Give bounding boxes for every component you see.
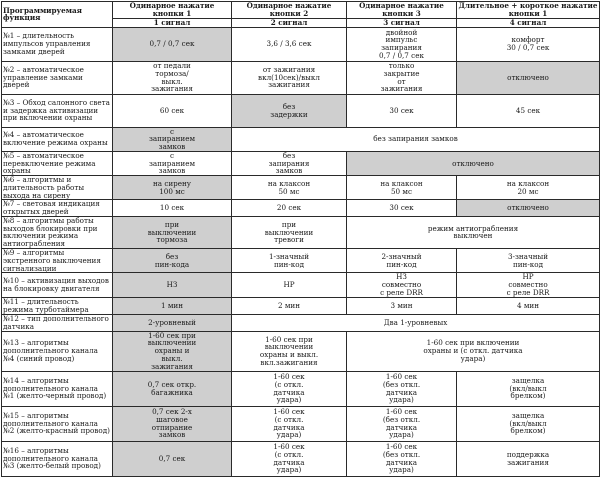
value-cell: 0,7 сек откр. багажника — [113, 371, 232, 406]
table-row — [2, 406, 600, 441]
value-cell: на клаксон 50 мс — [347, 176, 457, 200]
table-row — [2, 314, 600, 331]
value-cell: с запиранием замков — [113, 127, 232, 151]
value-cell: на клаксон 50 мс — [232, 176, 347, 200]
value-cell: 1-60 сек (без откл. датчика удара) — [347, 406, 457, 441]
table-row — [2, 273, 600, 297]
value-cell: 1-60 сек (без откл. датчика удара) — [347, 371, 457, 406]
value-cell: НР — [232, 273, 347, 297]
function-name: №4 – автоматическое включение режима охраны — [2, 127, 113, 151]
value-cell: 1-60 сек при выключении охраны и выкл. зажигания — [113, 331, 232, 371]
function-name: №7 – световая индикация открытых дверей — [2, 200, 113, 217]
value-cell: на сирену 100 мс — [113, 176, 232, 200]
value-cell-merged: отключено — [347, 151, 600, 175]
value-cell: 1-60 сек (с откл. датчика удара) — [232, 441, 347, 476]
header-signal-1: 1 сигнал — [113, 18, 232, 27]
value-cell: 4 мин — [457, 297, 600, 314]
value-cell: только закрытие от зажигания — [347, 61, 457, 94]
value-cell: 1-60 сек (с откл. датчика удара) — [232, 406, 347, 441]
value-cell-merged: Два 1-уровневых — [232, 314, 600, 331]
value-cell: 2-значный пин-код — [347, 249, 457, 273]
function-name: №6 – алгоритмы и длительность работы выхода на сирену — [2, 176, 113, 200]
function-name: №2 – автоматическое управление замками дверей — [2, 61, 113, 94]
value-cell: 30 сек — [347, 94, 457, 127]
table-row — [2, 249, 600, 273]
value-cell: двойной импульс запирания 0,7 / 0,7 сек — [347, 27, 457, 61]
value-cell: 1 мин — [113, 297, 232, 314]
table-row — [2, 151, 600, 175]
function-name: №5 – автоматическое перевключение режима охраны — [2, 151, 113, 175]
header-button-long: Длительное + короткое нажатие кнопки 1 — [457, 2, 600, 19]
table-row — [2, 127, 600, 151]
value-cell: 0,7 сек — [113, 441, 232, 476]
value-cell: комфорт 30 / 0,7 сек — [457, 27, 600, 61]
value-cell: 45 сек — [457, 94, 600, 127]
value-cell: 1-60 сек при выключении охраны и выкл. вкл.зажигания — [232, 331, 347, 371]
header-row — [2, 2, 600, 19]
value-cell: 2-уровневый — [113, 314, 232, 331]
value-cell: без запирания замков — [232, 151, 347, 175]
value-cell: 1-значный пин-код — [232, 249, 347, 273]
function-name: №10 – активизация выходов на блокировку двигателя — [2, 273, 113, 297]
value-cell: 0,7 сек 2-х шаговое отпирание замков — [113, 406, 232, 441]
header-signal-4: 4 сигнал — [457, 18, 600, 27]
header-button-3: Одинарное нажатие кнопки 3 — [347, 2, 457, 19]
value-cell: с запиранием замков — [113, 151, 232, 175]
table-row — [2, 176, 600, 200]
table-row — [2, 27, 600, 61]
value-cell-merged: 1-60 сек при включении охраны и (с откл. датчика удара) — [347, 331, 600, 371]
function-name: №14 – алгоритмы дополнительного канала №1 (желто-черный провод) — [2, 371, 113, 406]
header-signal-3: 3 сигнал — [347, 18, 457, 27]
value-cell: 30 сек — [347, 200, 457, 217]
value-cell: защелка (вкл/выкл брелком) — [457, 371, 600, 406]
table-row — [2, 61, 600, 94]
value-cell: отключено — [457, 61, 600, 94]
table-row — [2, 94, 600, 127]
header-button-1: Одинарное нажатие кнопки 1 — [113, 2, 232, 19]
function-name: №9 – алгоритмы экстренного выключения сигнализации — [2, 249, 113, 273]
table-row — [2, 371, 600, 406]
value-cell: от педали тормоза/ выкл. зажигания — [113, 61, 232, 94]
function-name: №11 – длительность режима турботаймера — [2, 297, 113, 314]
value-cell: при выключении тревоги — [232, 216, 347, 248]
value-cell: на клаксон 20 мс — [457, 176, 600, 200]
value-cell: без пин-кода — [113, 249, 232, 273]
value-cell: защелка (вкл/выкл брелком) — [457, 406, 600, 441]
function-name: №16 – алгоритмы дополнительного канала №3 (желто-белый провод) — [2, 441, 113, 476]
value-cell: НР совместно с реле DRR — [457, 273, 600, 297]
value-cell: поддержка зажигания — [457, 441, 600, 476]
value-cell: 3-значный пин-код — [457, 249, 600, 273]
value-cell: 20 сек — [232, 200, 347, 217]
table-row — [2, 331, 600, 371]
value-cell: 60 сек — [113, 94, 232, 127]
table-row — [2, 216, 600, 248]
function-name: №12 – тип дополнительного датчика — [2, 314, 113, 331]
function-name: №15 – алгоритмы дополнительного канала №2 (желто-красный провод) — [2, 406, 113, 441]
value-cell: НЗ — [113, 273, 232, 297]
value-cell: без задержки — [232, 94, 347, 127]
value-cell: 1-60 сек (с откл. датчика удара) — [232, 371, 347, 406]
value-cell: 2 мин — [232, 297, 347, 314]
function-name: №8 – алгоритмы работы выходов блокировки при включении режима антиограбления — [2, 216, 113, 248]
function-name: №13 – алгоритмы дополнительного канала №4 (синий провод) — [2, 331, 113, 371]
value-cell: 1-60 сек (без откл. датчика удара) — [347, 441, 457, 476]
value-cell: отключено — [457, 200, 600, 217]
value-cell-merged: режим антиограбления выключен — [347, 216, 600, 248]
table-row — [2, 200, 600, 217]
value-cell: от зажигания вкл(10сек)/выкл зажигания — [232, 61, 347, 94]
programming-table — [1, 1, 600, 477]
table-row — [2, 297, 600, 314]
header-button-2: Одинарное нажатие кнопки 2 — [232, 2, 347, 19]
header-function: Программируемая функция — [2, 2, 113, 28]
function-name: №3 – Обход салонного света и задержка активизации при включении охраны — [2, 94, 113, 127]
value-cell: при выключении тормоза — [113, 216, 232, 248]
value-cell-merged: без запирания замков — [232, 127, 600, 151]
value-cell: 3,6 / 3,6 сек — [232, 27, 347, 61]
value-cell: 10 сек — [113, 200, 232, 217]
value-cell: НЗ совместно с реле DRR — [347, 273, 457, 297]
value-cell: 3 мин — [347, 297, 457, 314]
function-name: №1 – длительность импульсов управления замками дверей — [2, 27, 113, 61]
table-row — [2, 441, 600, 476]
header-signal-2: 2 сигнал — [232, 18, 347, 27]
value-cell: 0,7 / 0,7 сек — [113, 27, 232, 61]
